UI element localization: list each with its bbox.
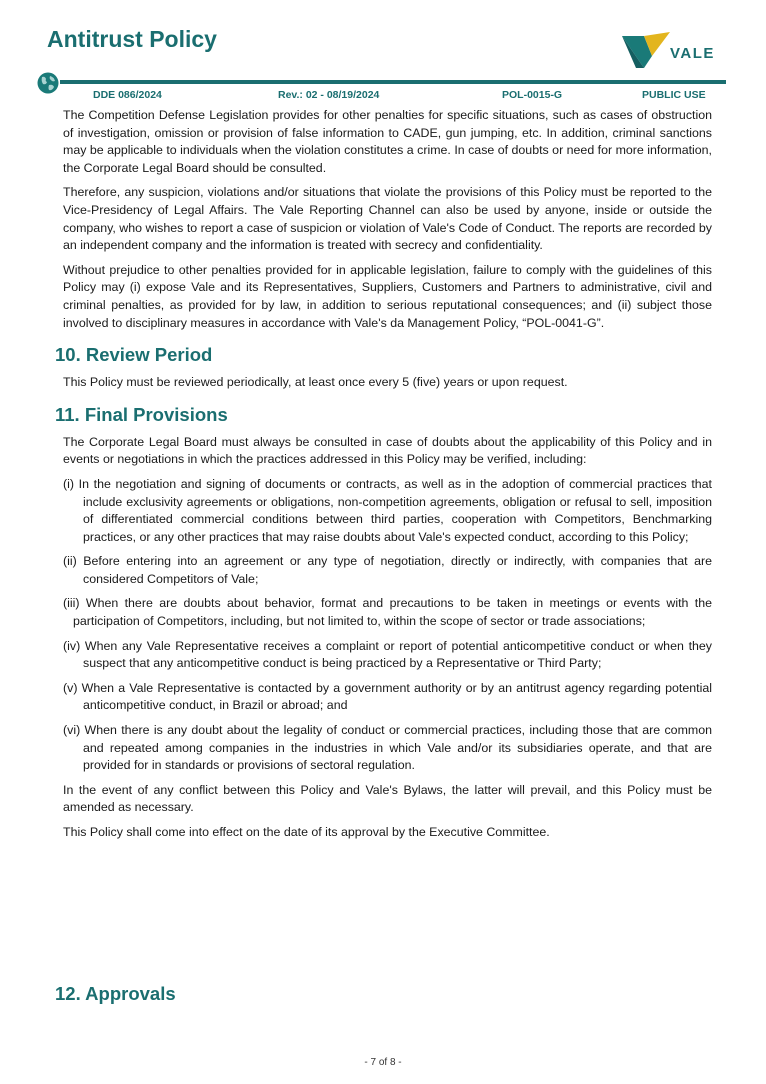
- provision-item: (vi) When there is any doubt about the legality of conduct or commercial practices, including those that are common and repeated among companies in the industries in which Vale and/or its subsidiaries operate, and that are provided for in standards or provisions of sectoral regulation.: [63, 723, 712, 773]
- section-heading-final-provisions: 11. Final Provisions: [55, 403, 228, 425]
- section-heading-review: 10. Review Period: [55, 344, 213, 366]
- provision-item: (iii) When there are doubts about behavior, format and precautions to be taken in meetings or events with the participation of Competitors, including, but not limited to, within the scope of sector or trade associations;: [63, 596, 712, 629]
- vale-logo-text: VALE: [670, 45, 715, 62]
- paragraph-reporting: Therefore, any suspicion, violations and/or situations that violate the provisions of this Policy must be reported to the Vice-Presidency of Legal Affairs. The Vale Reporting Channel can also be used by anyone, inside or outside the company, who wishes to report a case of suspicion or violation of Vale's Code of Conduct. The reports are recorded by an independent company and the information is treated with secrecy and confidentiality.: [63, 185, 712, 253]
- paragraph-penalties: The Competition Defense Legislation provides for other penalties for specific situations, such as cases of obstruction of investigation, omission or provision of false information to CADE, gun jumping, etc. In addition, criminal sanctions may be applicable to individuals when the violation constitutes a crime. In case of doubts or need for more information, the Corporate Legal Board should be consulted.: [63, 108, 712, 175]
- document-body: [55, 107, 712, 849]
- final-provisions-intro: The Corporate Legal Board must always be consulted in case of doubts about the applicability of this Policy and in events or negotiations in which the practices addressed in this Policy may be verified, including:: [63, 434, 712, 467]
- section-heading-approvals: 12. Approvals: [55, 983, 176, 1004]
- revision-info: Rev.: 02 - 08/19/2024: [278, 89, 380, 101]
- effective-date-clause: This Policy shall come into effect on the date of its approval by the Executive Committee.: [63, 825, 550, 839]
- header-divider: [60, 80, 726, 84]
- classification-label: PUBLIC USE: [642, 89, 706, 101]
- policy-code: POL-0015-G: [502, 89, 563, 101]
- document-code: DDE 086/2024: [93, 89, 162, 101]
- provision-item: (v) When a Vale Representative is contacted by a government authority or by an antitrust agency regarding potential anticompetitive conduct, in Brazil or abroad; and: [63, 680, 712, 713]
- provision-item: (i) In the negotiation and signing of documents or contracts, as well as in the adoption of commercial practices that include exclusivity agreements or obligations, non-competition agreements, obligation or refusal to sell, imposition of differentiated commercial conditions between third parties, cooperation with Competitors, Benchmarking practices, or any other practices that may raise doubts about Vale's expected conduct, according to this Policy;: [63, 476, 712, 544]
- provision-item: (ii) Before entering into an agreement or any type of negotiation, directly or indirectly, with companies that are considered Competitors of Vale;: [63, 554, 712, 586]
- conflict-clause: In the event of any conflict between this Policy and Vale's Bylaws, the latter will prevail, and this Policy must be amended as necessary.: [63, 782, 712, 815]
- document-title: Antitrust Policy: [47, 26, 217, 52]
- review-period-text: This Policy must be reviewed periodically, at least once every 5 (five) years or upon request.: [63, 375, 568, 390]
- provision-item: (iv) When any Vale Representative receives a complaint or report of potential anticompetitive conduct or when they suspect that any anticompetitive conduct is being practiced by a Representative or Third Party;: [63, 638, 712, 671]
- page-number: - 7 of 8 -: [364, 1057, 402, 1068]
- paragraph-consequences: Without prejudice to other penalties provided for in applicable legislation, failure to comply with the guidelines of this Policy may (i) expose Vale and its Representatives, Suppliers, Customers and Partners to administrative, civil and criminal penalties, as provided for by law, in addition to serious reputational consequences; and (ii) subject those involved to disciplinary measures in accordance with Vale's da Management Policy, “POL-0041-G”.: [63, 262, 712, 330]
- document-meta-row: [0, 89, 766, 103]
